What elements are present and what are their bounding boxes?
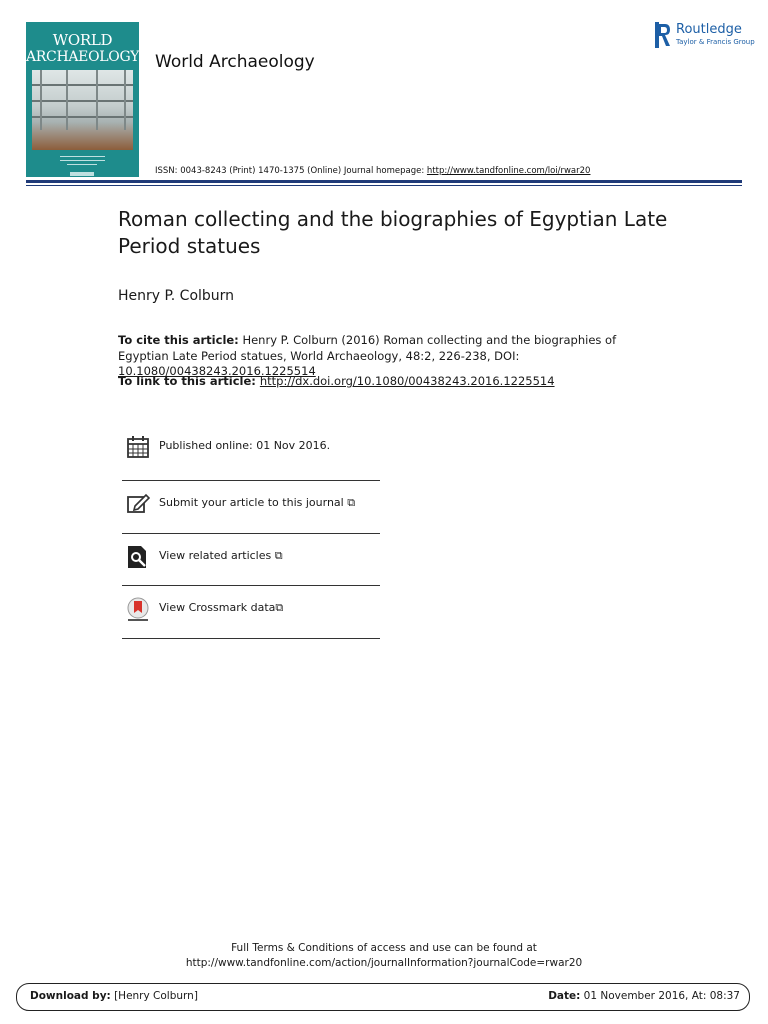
submit-article-link[interactable] bbox=[159, 496, 355, 510]
publisher-name: Routledge bbox=[676, 22, 742, 37]
calendar-icon bbox=[126, 435, 150, 459]
journal-cover-image bbox=[26, 22, 139, 177]
article-url-link[interactable]: http://dx.doi.org/10.1080/00438243.2016.1225514 bbox=[259, 374, 555, 388]
journal-homepage-link[interactable]: http://www.tandfonline.com/loi/rwar20 bbox=[426, 166, 591, 176]
submit-article-label: Submit your article to this journal bbox=[159, 496, 348, 509]
external-link-icon: ⧉ bbox=[275, 601, 284, 614]
submit-article-row[interactable] bbox=[122, 480, 380, 532]
journal-name: World Archaeology bbox=[155, 52, 315, 72]
link-label: To link to this article: bbox=[118, 374, 260, 388]
search-document-icon bbox=[126, 545, 150, 569]
cover-photo bbox=[32, 70, 133, 150]
download-by-label: Download by: bbox=[30, 990, 111, 1002]
terms-url[interactable]: http://www.tandfonline.com/action/journalInformation?journalCode=rwar20 bbox=[185, 957, 583, 969]
date-value: 01 November 2016, At: 08:37 bbox=[580, 990, 740, 1002]
edit-icon bbox=[126, 492, 150, 516]
published-online-row bbox=[122, 423, 380, 475]
published-online-text: Published online: 01 Nov 2016. bbox=[159, 439, 331, 452]
crossmark-link[interactable] bbox=[159, 601, 283, 615]
cover-title-line1: WORLD bbox=[52, 31, 113, 49]
cite-text: Henry P. Colburn (2016) Roman collecting and the biographies of Egyptian Late Period statues, World Archaeology, 48:2, 226-238, DOI: bbox=[118, 333, 617, 363]
related-articles-link[interactable] bbox=[159, 549, 283, 563]
related-articles-row[interactable] bbox=[122, 533, 380, 585]
crossmark-icon bbox=[126, 597, 150, 621]
cover-title-line2: ARCHAEOLOGY bbox=[26, 49, 139, 65]
citation-block bbox=[118, 333, 658, 380]
external-link-icon: ⧉ bbox=[347, 496, 356, 509]
external-link-icon: ⧉ bbox=[274, 549, 283, 562]
download-date bbox=[548, 990, 740, 1002]
header-rule-thin bbox=[26, 185, 742, 186]
crossmark-row[interactable] bbox=[122, 585, 380, 637]
issn-line bbox=[155, 166, 590, 176]
related-articles-label: View related articles bbox=[159, 549, 275, 562]
article-title: Roman collecting and the biographies of Egyptian Late Period statues bbox=[118, 207, 668, 258]
header-rule bbox=[26, 180, 742, 183]
date-label: Date: bbox=[548, 990, 581, 1002]
doi-link[interactable]: 10.1080/00438243.2016.1225514 bbox=[118, 364, 316, 378]
terms-text: Full Terms & Conditions of access and use can be found at bbox=[231, 942, 537, 954]
download-by bbox=[30, 990, 198, 1002]
divider bbox=[122, 638, 380, 639]
download-by-value: [Henry Colburn] bbox=[110, 990, 198, 1002]
issn-text: ISSN: 0043-8243 (Print) 1470-1375 (Online) Journal homepage: bbox=[155, 166, 427, 176]
article-author: Henry P. Colburn bbox=[118, 288, 235, 304]
link-block bbox=[118, 374, 555, 388]
crossmark-label: View Crossmark data bbox=[159, 601, 276, 614]
cite-label: To cite this article: bbox=[118, 333, 239, 347]
cover-publisher-logo bbox=[70, 172, 94, 176]
publisher-subtitle: Taylor & Francis Group bbox=[676, 38, 755, 46]
